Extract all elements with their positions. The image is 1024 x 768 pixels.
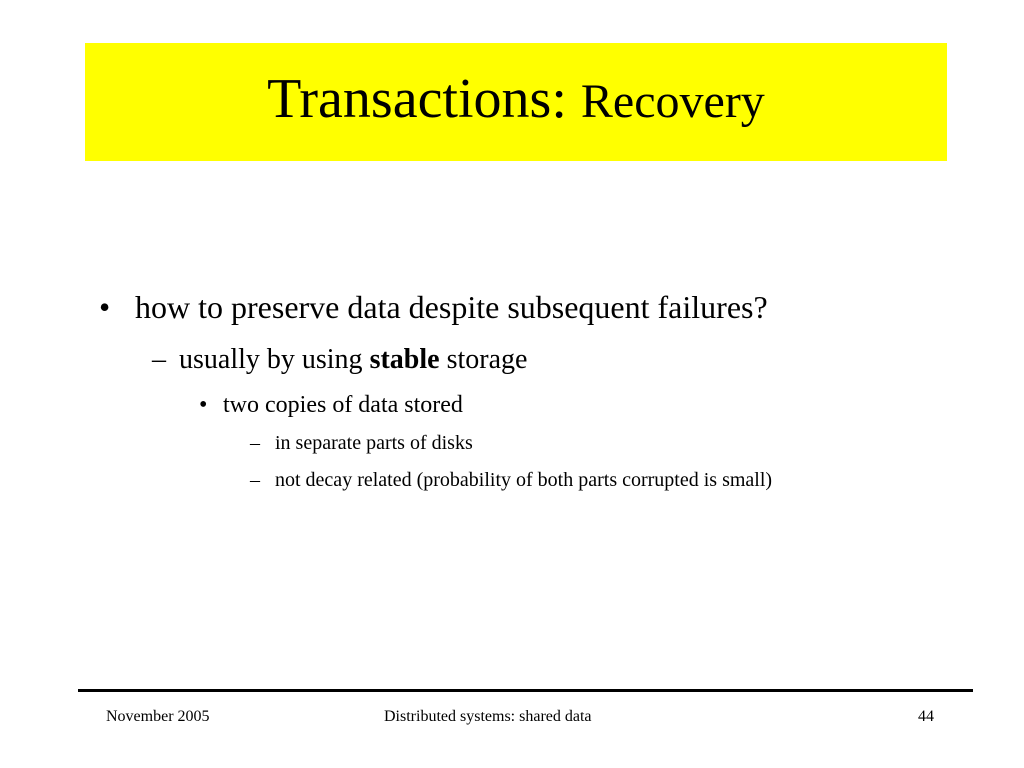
footer-course-title: Distributed systems: shared data <box>384 708 592 725</box>
footer-page-number: 44 <box>918 708 934 725</box>
dash-marker: – <box>250 432 260 454</box>
slide-title-sub: Recovery <box>580 75 765 128</box>
title-banner <box>85 43 947 161</box>
bullet-level-4 <box>250 469 772 492</box>
slide-title-main: Transactions: <box>267 68 581 130</box>
dash-marker: – <box>152 344 166 375</box>
bullet-text: not decay related (probability of both parts corrupted is small) <box>275 469 773 491</box>
bullet-text-bold: stable <box>369 344 440 375</box>
bullet-text: in separate parts of disks <box>275 432 473 454</box>
bullet-text-before: usually by using <box>179 344 370 375</box>
bullet-marker: • <box>99 289 111 325</box>
dash-marker: – <box>250 469 260 491</box>
bullet-text-after: storage <box>439 344 528 375</box>
bullet-text: two copies of data stored <box>223 392 463 418</box>
bullet-text: how to preserve data despite subsequent failures? <box>135 289 768 325</box>
bullet-level-3 <box>199 392 463 419</box>
footer-divider <box>78 689 973 692</box>
bullet-level-4 <box>250 432 473 455</box>
bullet-marker: • <box>199 392 208 418</box>
bullet-level-2 <box>152 344 527 376</box>
bullet-level-1 <box>99 289 768 326</box>
footer-date: November 2005 <box>106 708 210 725</box>
slide-title <box>267 68 765 130</box>
